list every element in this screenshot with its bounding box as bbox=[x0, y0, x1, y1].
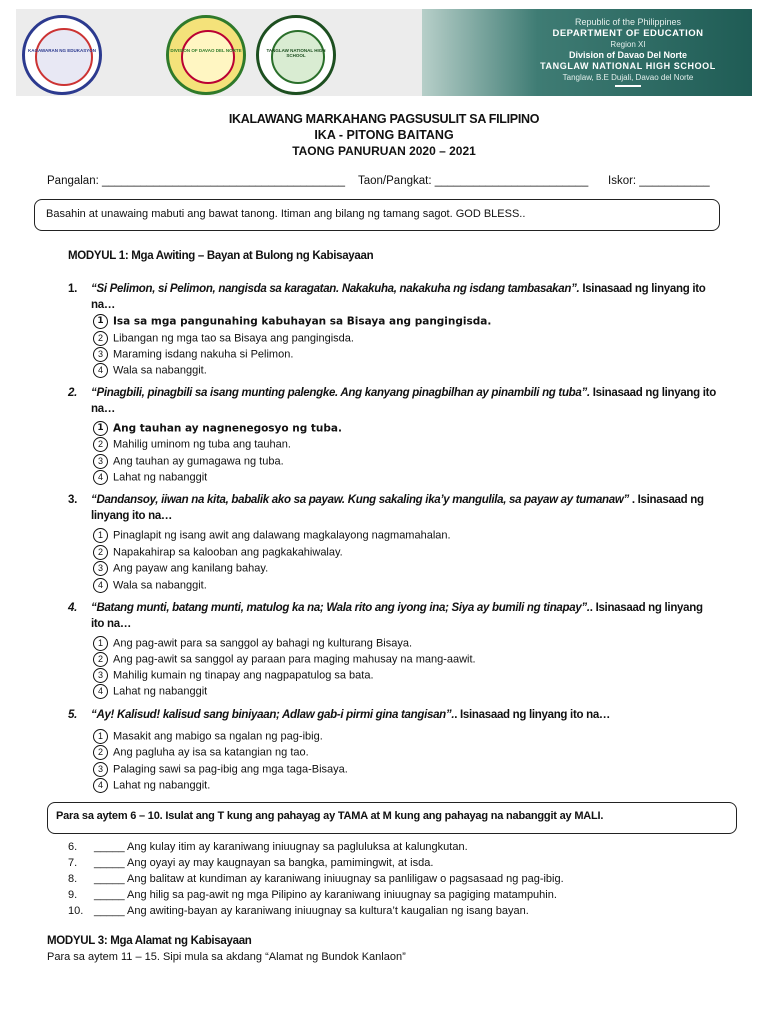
section-instruction: Para sa aytem 6 – 10. Isulat ang T kung ang pahayag ay TAMA at M kung ang pahayag na nabanggit ay MALI. bbox=[56, 810, 604, 822]
seal2-label: DIVISION OF DAVAO DEL NORTE bbox=[170, 48, 242, 53]
deped-seal-inner bbox=[35, 28, 93, 86]
option-text: Ang pag-awit para sa sanggol ay bahagi ng kulturang Bisaya. bbox=[113, 637, 413, 650]
option-circle[interactable]: 1 bbox=[93, 729, 108, 744]
option[interactable] bbox=[93, 729, 323, 744]
question-prompt: . Isinasaad ng linyang ito na… bbox=[91, 494, 704, 522]
option-circle[interactable]: 2 bbox=[93, 652, 108, 667]
option-circle[interactable]: 1 bbox=[93, 528, 108, 543]
question-quote: “Batang munti, batang munti, matulog ka na; Wala rito ang iyong ina; Siya ay bumili ng tinapay”. bbox=[91, 602, 590, 614]
option[interactable] bbox=[93, 636, 412, 651]
question-quote: “Si Pelimon, si Pelimon, nangisda sa karagatan. Nakakuha, nakakuha ng isdang tambasakan”. bbox=[91, 283, 580, 295]
section-field[interactable]: Taon/Pangkat: ________________________ bbox=[358, 175, 589, 187]
option-circle[interactable]: 4 bbox=[93, 778, 108, 793]
question-1 bbox=[68, 281, 718, 313]
score-field[interactable]: Iskor: ___________ bbox=[608, 175, 710, 187]
school-seal-logo bbox=[256, 15, 336, 95]
division-seal-inner bbox=[181, 30, 235, 84]
tf-text: _____ Ang kulay itim ay karaniwang iniuugnay sa pagluluksa at kalungkutan. bbox=[94, 841, 468, 853]
modyul1-heading: MODYUL 1: Mga Awiting – Bayan at Bulong ng Kabisayaan bbox=[68, 250, 374, 262]
option-circle[interactable]: 4 bbox=[93, 470, 108, 485]
option[interactable] bbox=[93, 561, 268, 576]
question-quote: “Pinagbili, pinagbili sa isang munting palengke. Ang kanyang pinagbilhan ay pinambili ng tuba”. bbox=[91, 387, 590, 399]
option-text: Napakahirap sa kalooban ang pagkakahiwalay. bbox=[113, 546, 343, 559]
deped-divider bbox=[615, 85, 641, 87]
option-text: Ang tauhan ay nagnenegosyo ng tuba. bbox=[113, 422, 343, 435]
option-text: Maraming isdang nakuha si Pelimon. bbox=[113, 348, 294, 361]
option[interactable] bbox=[93, 454, 284, 469]
option[interactable] bbox=[93, 684, 207, 699]
option-text: Mahilig uminom ng tuba ang tauhan. bbox=[113, 438, 291, 451]
question-quote: “Ay! Kalisud! kalisud sang biniyaan; Adlaw gab-i pirmi gina tangisan”. bbox=[91, 709, 455, 721]
deped-line-3: Region XI bbox=[610, 40, 646, 49]
option-text: Isa sa mga pangunahing kabuhayan sa Bisaya ang pangingisda. bbox=[113, 315, 492, 328]
option-circle[interactable]: 3 bbox=[93, 347, 108, 362]
deped-seal-logo bbox=[22, 15, 102, 95]
tf-number: 6. bbox=[68, 841, 78, 853]
question-prompt: . Isinasaad ng linyang ito na… bbox=[454, 709, 611, 721]
option-circle[interactable]: 2 bbox=[93, 745, 108, 760]
deped-line-6: Tanglaw, B.E Dujali, Davao del Norte bbox=[562, 73, 694, 82]
deped-line-2: DEPARTMENT OF EDUCATION bbox=[552, 28, 704, 39]
question-4 bbox=[68, 600, 718, 632]
option-circle[interactable]: 3 bbox=[93, 561, 108, 576]
tf-text: _____ Ang oyayi ay may kaugnayan sa bangka, pamimingwit, at isda. bbox=[94, 857, 434, 869]
name-field[interactable]: Pangalan: ______________________________________ bbox=[47, 175, 346, 187]
option-text: Ang tauhan ay gumagawa ng tuba. bbox=[113, 455, 284, 468]
option-text: Libangan ng mga tao sa Bisaya ang pangingisda. bbox=[113, 332, 354, 345]
option-circle[interactable]: 4 bbox=[93, 578, 108, 593]
option-circle[interactable]: 1 bbox=[93, 421, 108, 436]
question-number: 5. bbox=[68, 709, 77, 721]
seal3-label: TANGLAW NATIONAL HIGH SCHOOL bbox=[266, 48, 326, 58]
question-number: 3. bbox=[68, 494, 77, 506]
question-2 bbox=[68, 385, 718, 417]
question-3 bbox=[68, 492, 718, 524]
option[interactable] bbox=[93, 578, 207, 593]
option-circle[interactable]: 3 bbox=[93, 762, 108, 777]
option[interactable] bbox=[93, 778, 210, 793]
option[interactable] bbox=[93, 331, 354, 346]
option-circle[interactable]: 2 bbox=[93, 331, 108, 346]
option-text: Wala sa nabanggit. bbox=[113, 364, 207, 377]
option[interactable] bbox=[93, 652, 476, 667]
option-text: Lahat ng nabanggit bbox=[113, 471, 208, 484]
tf-number: 8. bbox=[68, 873, 78, 885]
instruction-text: Basahin at unawaing mabuti ang bawat tanong. Itiman ang bilang ng tamang sagot. GOD BLESS.. bbox=[46, 208, 526, 220]
deped-line-4: Division of Davao Del Norte bbox=[568, 50, 688, 60]
option-text: Mahilig kumain ng tinapay ang nagpapatulog sa bata. bbox=[113, 669, 374, 682]
option-text: Palaging sawi sa pag-ibig ang mga taga-Bisaya. bbox=[113, 763, 348, 776]
option-text: Ang pag-awit sa sanggol ay paraan para maging mahusay na mang-aawit. bbox=[113, 653, 476, 666]
option[interactable] bbox=[93, 668, 374, 683]
option[interactable] bbox=[93, 528, 451, 543]
option-circle[interactable]: 3 bbox=[93, 454, 108, 469]
option[interactable] bbox=[93, 314, 491, 329]
option[interactable] bbox=[93, 347, 293, 362]
tf-item[interactable] bbox=[68, 856, 433, 870]
tf-number: 7. bbox=[68, 857, 78, 869]
question-prompt: Isinasaad ng linyang ito na… bbox=[91, 283, 706, 311]
question-5 bbox=[68, 707, 718, 723]
option-text: Ang payaw ang kanilang bahay. bbox=[113, 562, 269, 575]
question-number: 4. bbox=[68, 602, 77, 614]
question-prompt: Isinasaad ng linyang ito na… bbox=[91, 387, 716, 415]
division-seal-logo bbox=[166, 15, 246, 95]
option-text: Lahat ng nabanggit. bbox=[113, 779, 211, 792]
option-text: Pinaglapit ng isang awit ang dalawang magkalayong nagmamahalan. bbox=[113, 529, 451, 542]
exam-title: IKALAWANG MARKAHANG PAGSUSULIT SA FILIPINO bbox=[228, 112, 540, 126]
deped-banner-panel bbox=[422, 9, 752, 96]
grade-level: IKA - PITONG BAITANG bbox=[314, 128, 454, 142]
option[interactable] bbox=[93, 363, 207, 378]
option[interactable] bbox=[93, 545, 343, 560]
tf-item[interactable] bbox=[68, 872, 564, 886]
option-text: Masakit ang mabigo sa ngalan ng pag-ibig. bbox=[113, 730, 323, 743]
option[interactable] bbox=[93, 745, 309, 760]
tf-item[interactable] bbox=[68, 840, 468, 854]
header-banner bbox=[16, 9, 752, 96]
option[interactable] bbox=[93, 421, 342, 436]
option-text: Wala sa nabanggit. bbox=[113, 579, 207, 592]
modyul3-subtext: Para sa aytem 11 – 15. Sipi mula sa akdang “Alamat ng Bundok Kanlaon” bbox=[47, 951, 406, 963]
question-number: 1. bbox=[68, 283, 77, 295]
option-text: Lahat ng nabanggit bbox=[113, 685, 208, 698]
tf-number: 9. bbox=[68, 889, 78, 901]
question-number: 2. bbox=[68, 387, 77, 399]
option[interactable] bbox=[93, 437, 291, 452]
deped-line-1: Republic of the Philippines bbox=[574, 17, 682, 27]
question-prompt: . Isinasaad ng linyang ito na… bbox=[91, 602, 703, 630]
deped-text-block bbox=[518, 17, 738, 87]
seal1-label: KAGAWARAN NG EDUKASYON bbox=[27, 48, 96, 53]
option-circle[interactable]: 4 bbox=[93, 363, 108, 378]
option[interactable] bbox=[93, 470, 207, 485]
option-circle[interactable]: 1 bbox=[93, 636, 108, 651]
option-circle[interactable]: 2 bbox=[93, 437, 108, 452]
option-circle[interactable]: 1 bbox=[93, 314, 108, 329]
tf-text: _____ Ang awiting-bayan ay karaniwang iniuugnay sa kultura’t kaugalian ng isang bayan. bbox=[94, 905, 529, 917]
option-circle[interactable]: 2 bbox=[93, 545, 108, 560]
modyul3-heading: MODYUL 3: Mga Alamat ng Kabisayaan bbox=[47, 935, 252, 947]
option-circle[interactable]: 4 bbox=[93, 684, 108, 699]
question-quote: “Dandansoy, iiwan na kita, babalik ako sa payaw. Kung sakaling ika’y mangulila, sa payaw ay tumanaw” bbox=[91, 494, 629, 506]
option[interactable] bbox=[93, 762, 348, 777]
option-circle[interactable]: 3 bbox=[93, 668, 108, 683]
tf-item[interactable] bbox=[68, 904, 529, 918]
school-year: TAONG PANURUAN 2020 – 2021 bbox=[292, 144, 476, 158]
deped-line-5: TANGLAW NATIONAL HIGH SCHOOL bbox=[540, 61, 716, 71]
tf-item[interactable] bbox=[68, 888, 557, 902]
option-text: Ang pagluha ay isa sa katangian ng tao. bbox=[113, 746, 309, 759]
tf-number: 10. bbox=[68, 905, 84, 917]
tf-text: _____ Ang balitaw at kundiman ay karaniwang iniuugnay sa panliligaw o pagsasaad ng pag-ibig. bbox=[94, 873, 564, 885]
tf-text: _____ Ang hilig sa pag-awit ng mga Pilipino ay karaniwang iniuugnay sa pagiging matampuhin. bbox=[94, 889, 557, 901]
